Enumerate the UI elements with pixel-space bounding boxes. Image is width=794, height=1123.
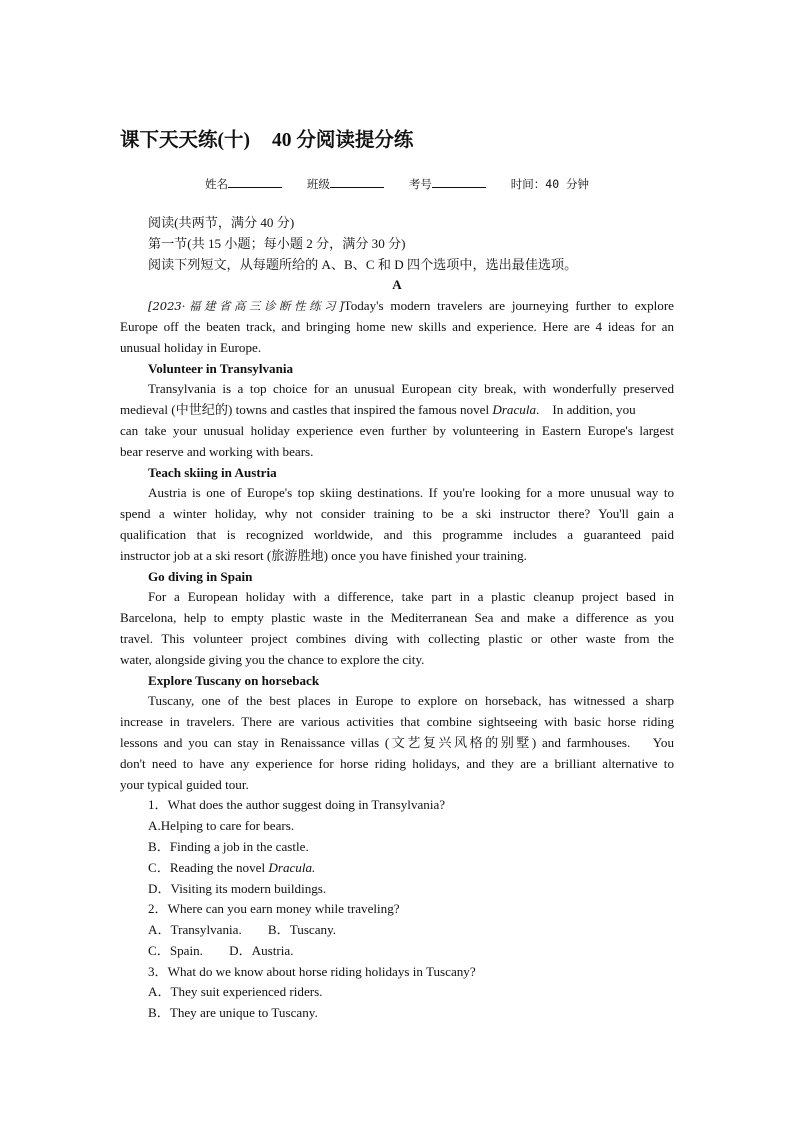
paragraph-line: increase in travelers. There are various activities that combine sightseeing with basic horse riding bbox=[120, 714, 674, 730]
number-label: 考号 bbox=[408, 177, 432, 191]
intro-line-3: 阅读下列短文，从每题所给的 A、B、C 和 D 四个选项中，选出最佳选项。 bbox=[148, 256, 578, 272]
paragraph-line: travel. This volunteer project combines diving with collecting plastic or other waste from the bbox=[120, 630, 674, 646]
paragraph-line: Tuscany, one of the best places in Europe to explore on horseback, has witnessed a sharp bbox=[148, 693, 674, 709]
question-3: 3．What do we know about horse riding holidays in Tuscany? bbox=[148, 963, 476, 979]
novel-title: Dracula bbox=[492, 402, 537, 418]
page-title bbox=[120, 124, 413, 152]
name-blank[interactable] bbox=[228, 176, 282, 188]
student-info-line bbox=[120, 176, 674, 192]
question-1: 1．What does the author suggest doing in Transylvania? bbox=[148, 797, 446, 813]
option-1b: B．Finding a job in the castle. bbox=[148, 838, 309, 854]
passage-intro-line: unusual holiday in Europe. bbox=[120, 339, 262, 355]
time-label: 时间：40 分钟 bbox=[510, 177, 590, 191]
option-1c: C．Reading the novel Dracula. bbox=[148, 859, 316, 875]
option-3a: A．They suit experienced riders. bbox=[148, 984, 323, 1000]
paragraph-line: don't need to have any experience for horse riding holidays, and they are a brilliant alternative to bbox=[120, 755, 674, 771]
class-label: 班级 bbox=[306, 177, 330, 191]
paragraph-line: spend a winter holiday, why not consider training to be a ski instructor there? You'll gain a bbox=[120, 506, 674, 522]
intro-line-2: 第一节(共 15 小题；每小题 2 分，满分 30 分) bbox=[148, 235, 406, 251]
passage-intro-line: [2023·福建省高三诊断性练习]Today's modern travelers are journeying further to explore bbox=[148, 298, 674, 314]
options-2ab: A．Transylvania. B．Tuscany. bbox=[148, 922, 337, 938]
section-heading-tuscany: Explore Tuscany on horseback bbox=[148, 672, 320, 688]
paragraph-line: Austria is one of Europe's top skiing destinations. If you're looking for a more unusual way to bbox=[148, 485, 674, 501]
question-2: 2．Where can you earn money while traveling? bbox=[148, 901, 400, 917]
paragraph-line: qualification that is recognized worldwide, and this programme includes a guaranteed paid bbox=[120, 526, 674, 542]
passage-intro-line: Europe off the beaten track, and bringing home new skills and experience. Here are 4 ideas for an bbox=[120, 318, 674, 334]
paragraph-line: Barcelona, help to empty plastic waste in the Mediterranean Sea and make a difference as you bbox=[120, 610, 674, 626]
title-part-1: 课下天天练(十) bbox=[120, 130, 250, 151]
passage-label: A bbox=[392, 277, 402, 293]
paragraph-line: Transylvania is a top choice for an unusual European city break, with wonderfully preserved bbox=[148, 381, 674, 397]
title-part-2: 40 分阅读提分练 bbox=[272, 130, 414, 151]
paragraph-line: lessons and you can stay in Renaissance villas (文艺复兴风格的别墅) and farmhouses. You bbox=[120, 734, 674, 750]
paragraph-line: medieval (中世纪的) towns and castles that inspired the famous novel Dracula. In addition, you bbox=[120, 402, 636, 418]
name-label: 姓名 bbox=[204, 177, 228, 191]
option-3b: B．They are unique to Tuscany. bbox=[148, 1005, 318, 1021]
section-heading-austria: Teach skiing in Austria bbox=[148, 464, 277, 480]
paragraph-line: instructor job at a ski resort (旅游胜地) once you have finished your training. bbox=[120, 547, 527, 563]
section-heading-spain: Go diving in Spain bbox=[148, 568, 253, 584]
class-blank[interactable] bbox=[330, 176, 384, 188]
intro-line-1: 阅读(共两节，满分 40 分) bbox=[148, 215, 295, 230]
option-1d: D．Visiting its modern buildings. bbox=[148, 880, 327, 896]
option-1a: A.Helping to care for bears. bbox=[148, 818, 295, 834]
paragraph-line: bear reserve and working with bears. bbox=[120, 443, 314, 459]
paragraph-line: water, alongside giving you the chance to explore the city. bbox=[120, 651, 425, 667]
paragraph-line: For a European holiday with a difference, take part in a plastic cleanup project based in bbox=[148, 589, 674, 605]
paragraph-line: your typical guided tour. bbox=[120, 776, 249, 792]
number-blank[interactable] bbox=[432, 176, 486, 188]
document-body bbox=[120, 213, 674, 1024]
section-heading-transylvania: Volunteer in Transylvania bbox=[148, 360, 294, 376]
source-tag: [2023·福建省高三诊断性练习] bbox=[148, 299, 344, 314]
paragraph-line: can take your unusual holiday experience even further by volunteering in Eastern Europe's largest bbox=[120, 422, 674, 438]
options-2cd: C．Spain. D．Austria. bbox=[148, 942, 294, 958]
